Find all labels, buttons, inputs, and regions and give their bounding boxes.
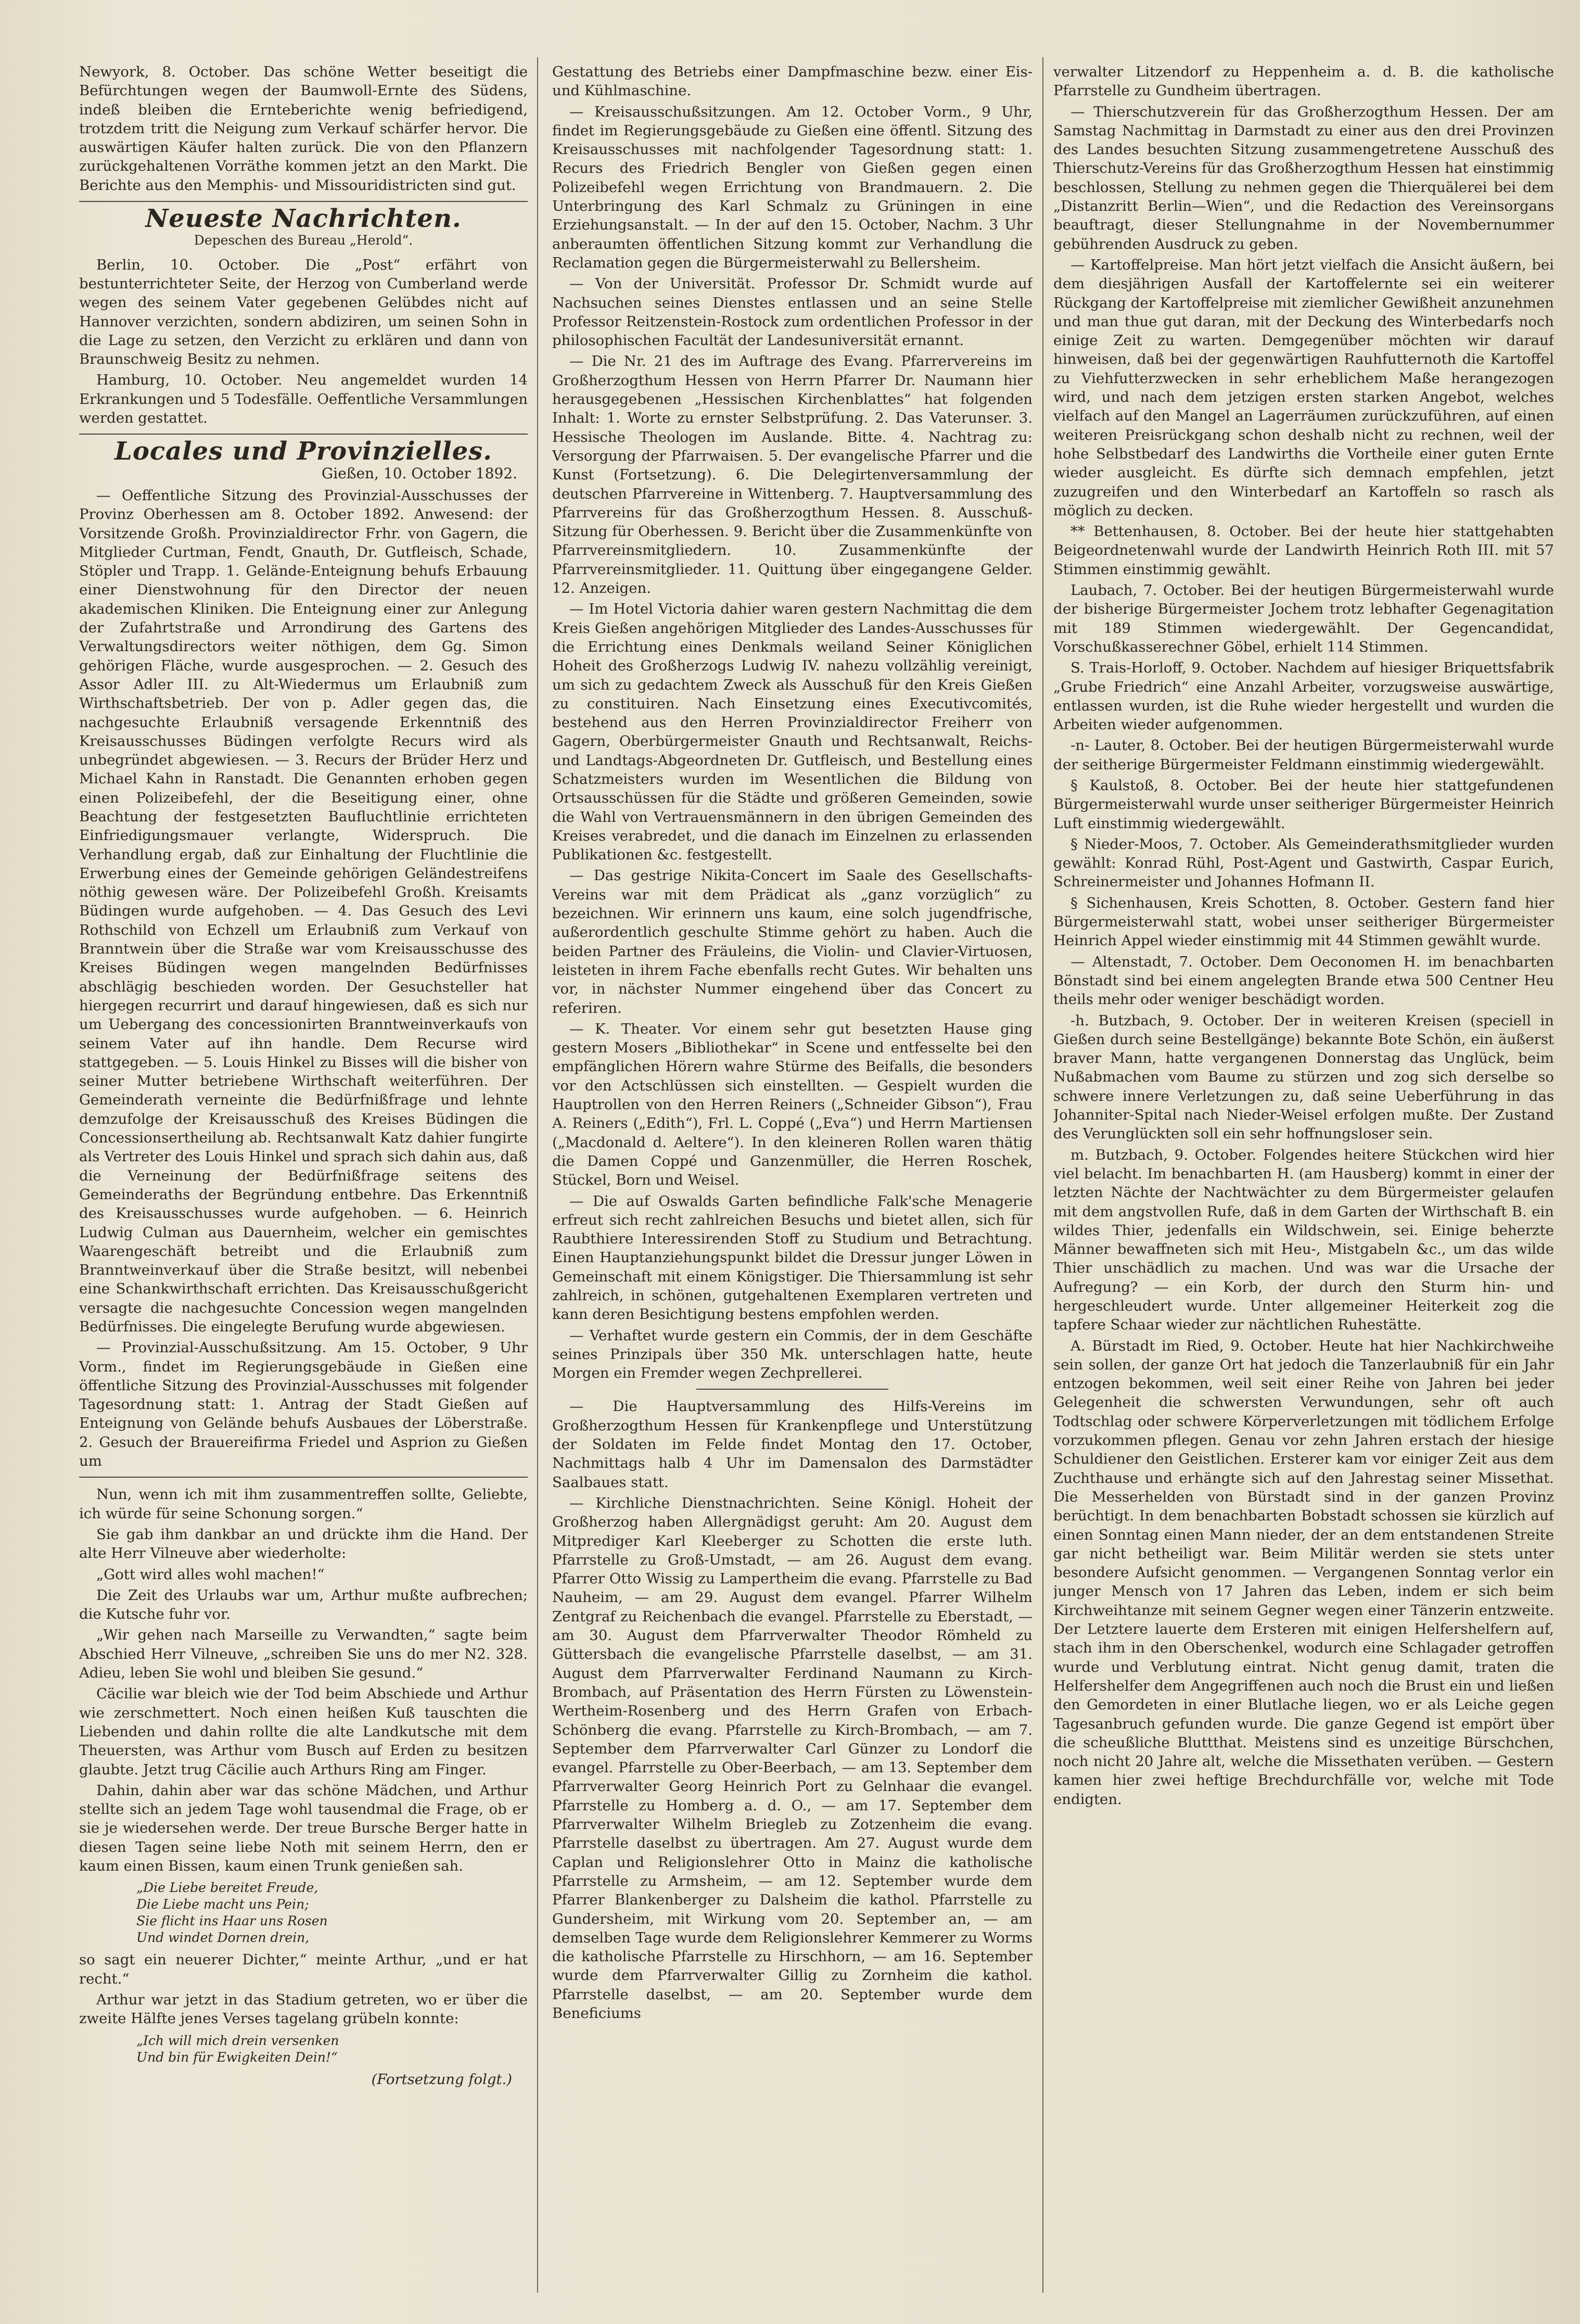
column-middle [552, 62, 1033, 2288]
article-lauter: -n- Lauter, 8. October. Bei der heutigen Bürgermeisterwahl wurde der seitherige Bürgermeister Feldmann einstimmig wiedergewählt. [1053, 737, 1554, 773]
feuilleton-divider [79, 1477, 528, 1478]
article-laubach: Laubach, 7. October. Bei der heutigen Bürgermeisterwahl wurde der bisherige Bürgermeister Jochem trotz lebhafter Gegenagitation mit 189 Stimmen wiedergewählt. Der Gegencandidat, Vorschußkasserechner Göbel, erhielt 114 Stimmen. [1053, 582, 1554, 655]
section-heading-locales: Locales und Provinzielles. [114, 437, 492, 466]
feuilleton-paragraph: „Wir gehen nach Marseille zu Verwandten,“ sagte beim Abschied Herr Vilneuve, „schreiben Sie uns do mer N2. 328. Adieu, leben Sie wohl und bleiben Sie gesund.“ [79, 1627, 528, 1682]
poem-verse: „Die Liebe bereitet Freude, Die Liebe macht uns Pein; Sie flicht ins Haar uns Rosen Und windet Dornen drein, [136, 1880, 328, 1946]
poem-verse: „Ich will mich drein versenken Und bin für Ewigkeiten Dein!“ [136, 2033, 339, 2065]
section-subheading: Depeschen des Bureau „Herold“. [194, 233, 413, 248]
article-nieder-moos: § Nieder-Moos, 7. October. Als Gemeinderathsmitglieder wurden gewählt: Konrad Rühl, Post-Agent und Gastwirth, Caspar Eurich, Schreinermeister und Johannes Hofmann II. [1053, 835, 1554, 891]
column-left [79, 62, 528, 2288]
article-butzbach: m. Butzbach, 9. October. Folgendes heitere Stückchen wird hier viel belacht. Im benachbarten H. (am Hausberg) kommt in einer der letzten Nächte der Nachtwächter zu dem Bürgermeister gelaufen mit dem angstvollen Rufe, daß in dem Garten der Wirthschaft B. ein wildes Thier, jedenfalls ein Wildschwein, sei. Einige beherzte Männer bewaffneten sich mit Heu-, Mistgabeln &c., um das wilde Thier unschädlich zu machen. Und was war die Ursache der Aufregung? — ein Korb, der durch den Sturm hin- und hergeschleudert wurde. Unter allgemeiner Heiterkeit zog die tapfere Schaar wieder zur nächtlichen Ruhestätte. [1053, 1146, 1554, 1334]
article-menagerie: — Die auf Oswalds Garten befindliche Falk'sche Menagerie erfreut sich recht zahlreichen Besuchs und bietet allen, sich für Raubthiere Interessirenden Stoff zu Studium und Betrachtung. Einen Hauptanziehungspunkt bildet die Dressur junger Löwen in Gemeinschaft mit einem Königstiger. Die Thiersammlung ist sehr zahlreich, in schönen, gutgehaltenen Exemplaren vertreten und kann deren Besichtigung bestens empfohlen werden. [552, 1192, 1033, 1323]
feuilleton-paragraph: Die Zeit des Urlaubs war um, Arthur mußte aufbrechen; die Kutsche fuhr vor. [79, 1586, 528, 1623]
article-sichenhausen: § Sichenhausen, Kreis Schotten, 8. October. Gestern fand hier Bürgermeisterwahl statt, wobei unser seitheriger Bürgermeister Heinrich Appel wieder einstimmig mit 44 Stimmen gewählt wurde. [1053, 894, 1554, 949]
article-kirchenblatt: — Die Nr. 21 des im Auftrage des Evang. Pfarrervereins im Großherzogthum Hessen von Herrn Pfarrer Dr. Naumann hier herausgegebenen „Hessischen Kirchenblattes“ hat folgenden Inhalt: 1. Worte zu ernster Selbstprüfung. 2. Das Vaterunser. 3. Hessische Theologen im Auslande. Bitte. 4. Nachtrag zu: Versorgung der Pfarrwaisen. 5. Der evangelische Pfarrer und die Kunst (Fortsetzung). 6. Die Delegirtenversammlung der deutschen Pfarrvereine in Wittenberg. 7. Hauptversammlung des Pfarrvereins für das Großherzogthum Hessen. 8. Ausschuß-Sitzung für Oberhessen. 9. Bericht über die Zusammenkünfte von Pfarrvereinsmitgliedern. 10. Zusammenkünfte der Pfarrvereinsmitglieder. 11. Quittung über eingegangene Gelder. 12. Anzeigen. [552, 353, 1033, 597]
section-heading-neueste-nachrichten: Neueste Nachrichten. [145, 204, 462, 234]
continuation-note: (Fortsetzung folgt.) [371, 2071, 512, 2088]
column-right [1053, 62, 1554, 2288]
article-newyork: Newyork, 8. October. Das schöne Wetter beseitigt die Befürchtungen wegen der Baumwoll-Ernte des Südens, indeß bleiben die Ernteberichte wenig befriedigend, trotzdem tritt die Neigung zum Verkauf schärfer hervor. Die auswärtigen Käufer halten zurück. Die von den Pflanzern zurückgehaltenen Vorräthe kommen jetzt an den Markt. Die Berichte aus den Memphis- und Missouridistricten sind gut. [79, 64, 528, 194]
article-kirchliche-dienstnachrichten: — Kirchliche Dienstnachrichten. Seine Königl. Hoheit der Großherzog haben Allergnädigst geruht: Am 20. August dem Mitprediger Karl Kleeberger zu Schotten die erste luth. Pfarrstelle zu Groß-Umstadt, — am 26. August dem evang. Pfarrer Otto Wissig zu Lampertheim die evang. Pfarrstelle zu Bad Nauheim, — am 29. August dem evangel. Pfarrer Wilhelm Zentgraf zu Reichenbach die evangel. Pfarrstelle zu Eberstadt, — am 30. August dem Pfarrverwalter Theodor Römheld zu Güttersbach die evangelische Pfarrstelle daselbst, — am 31. August dem Pfarrverwalter Ferdinand Naumann zu Kirch-Brombach, auf Präsentation des Herrn Fürsten zu Löwenstein-Wertheim-Rosenberg und des Herrn Grafen von Erbach-Schönberg die evang. Pfarrstelle zu Kirch-Brombach, — am 7. September dem Pfarrverwalter Carl Günzer zu Londorf die evangel. Pfarrstelle zu Ober-Beerbach, — am 13. September dem Pfarrverwalter Georg Heinrich Port zu Gelnhaar die evangel. Pfarrstelle zu Homberg a. d. O., — am 17. September dem Pfarrverwalter Wilhelm Briegleb zu Zotzenheim die evang. Pfarrstelle daselbst zu übertragen. Am 27. August wurde dem Caplan und Religionslehrer Otto in Mainz die katholische Pfarrstelle zu Armsheim, — am 12. September wurde dem Pfarrer Blankenberger zu Dalsheim die kathol. Pfarrstelle zu Gundersheim, mit Wirkung vom 20. September an, — am demselben Tage wurde dem Religionslehrer Kemmerer zu Worms die katholische Pfarrstelle zu Hirschhorn, — am 16. September wurde dem Pfarrverwalter Gillig zu Zornheim die kathol. Pfarrstelle daselbst, — am 20. September wurde dem Beneficiums [552, 1494, 1033, 2022]
feuilleton-paragraph: Nun, wenn ich mit ihm zusammentreffen sollte, Geliebte, ich würde für seine Schonung sorgen.“ [79, 1486, 528, 1522]
divider [79, 434, 528, 435]
feuilleton-paragraph: Dahin, dahin aber war das schöne Mädchen, und Arthur stellte sich an jedem Tage wohl tausendmal die Frage, ob er sie je wiedersehen werde. Der treue Bursche Berger hatte in diesen Tagen seine liebe Noth mit seinem Herrn, den er kaum einen Bissen, kaum einen Trunk genießen sah. [79, 1782, 528, 1875]
article-continuation: verwalter Litzendorf zu Heppenheim a. d. B. die katholische Pfarrstelle zu Gundheim übertragen. [1053, 64, 1554, 99]
article-buerstadt: A. Bürstadt im Ried, 9. October. Heute hat hier Nachkirchweihe sein sollen, der ganze Ort hat jedoch die Tanzerlaubniß für ein Jahr entzogen bekommen, weil seit einer Reihe von Jahren bei jeder Gelegenheit die schwersten Verwundungen, sehr oft auch Todtschlag oder schwere Körperverletzungen mit tödlichem Erfolge vorzukommen pflegen. Genau vor zehn Jahren erstach der hiesige Schuldiener den Geistlichen. Ersterer kam vor einiger Zeit aus dem Zuchthause und erhängte sich auf den Jahrestag seiner Missethat. Die Messerhelden von Bürstadt sind in der ganzen Provinz berüchtigt. In dem benachbarten Bobstadt schossen sie kürzlich auf einen Sonntag einen Mann nieder, der an dem entstandenen Streite gar nicht betheiligt war. Beim Militär werden sie stets unter besondere Aufsicht genommen. — Vergangenen Sonntag verlor ein junger Mensch von 17 Jahren das Leben, indem er sich beim Kirchweihtanze mit seinem Gegner wegen einer Tänzerin entzweite. Der Letztere lauerte dem Ersteren mit einigen Helfershelfern auf, stach ihm in den Oberschenkel, wodurch eine Schlagader getroffen wurde und Verblutung eintrat. Nicht genug damit, traten die Helfershelfer dem Angegriffenen auch noch die Brust ein und ließen den Gemordeten in einer Blutlache liegen, wo er als Leiche gegen Tagesanbruch gefunden wurde. Die ganze Gegend ist empört über die scheußliche Bluttthat. Meistens sind es unzeitige Bürschchen, noch nicht 20 Jahre alt, welche die Missethaten verüben. — Gestern kamen hier zwei heftige Brechdurchfälle vor, welche mit Tode endigten. [1053, 1337, 1554, 1808]
column-divider [1042, 57, 1043, 2293]
article-verhaftet: — Verhaftet wurde gestern ein Commis, der in dem Geschäfte seines Prinzipals über 350 Mk. unterschlagen hatte, heute Morgen ein Fremder wegen Zechprellerei. [552, 1327, 1033, 1382]
column-divider [537, 57, 538, 2293]
article-butzbach: -h. Butzbach, 9. October. Der in weiteren Kreisen (speciell in Gießen durch seine Bestellgänge) bekannte Bote Schön, ein äußerst braver Mann, hatte vergangenen Donnerstag das Unglück, beim Nußabmachen vom Baume zu stürzen und zog sich derselbe so schwere innere Verletzungen zu, daß seine Ueberführung in das Johanniter-Spital nach Nieder-Weisel erfolgen mußte. Der Zustand des Verunglückten soll ein sehr hoffnungsloser sein. [1053, 1012, 1554, 1142]
article-continuation: Gestattung des Betriebs einer Dampfmaschine bezw. einer Eis- und Kühlmaschine. [552, 64, 1033, 99]
article-nikita-concert: — Das gestrige Nikita-Concert im Saale des Gesellschafts-Vereins war mit dem Prädicat als „ganz vorzüglich“ zu bezeichnen. Wir erinnern uns kaum, eine solch jugendfrische, außerordentlich geschulte Stimme gehört zu haben. Auch die beiden Partner des Fräuleins, die Violin- und Clavier-Virtuosen, leisteten in ihrem Fache ebenfalls recht Gutes. Wir behalten uns vor, in nächster Nummer eingehend über das Concert zu referiren. [552, 867, 1033, 1017]
article-universitaet: — Von der Universität. Professor Dr. Schmidt wurde auf Nachsuchen seines Dienstes entlassen und an seine Stelle Professor Reitzenstein-Rostock zum ordentlichen Professor in der philosophischen Facultät der Landesuniversität ernannt. [552, 275, 1033, 349]
article-hilfsverein: — Die Hauptversammlung des Hilfs-Vereins im Großherzogthum Hessen für Krankenpflege und Unterstützung der Soldaten im Felde findet Montag den 17. October, Nachmittags halb 4 Uhr im Damensalon des Darmstädter Saalbaues statt. [552, 1398, 1033, 1491]
article-hamburg: Hamburg, 10. October. Neu angemeldet wurden 14 Erkrankungen und 5 Todesfälle. Oeffentliche Versammlungen werden gestattet. [79, 372, 528, 427]
divider [696, 1389, 888, 1390]
article-kartoffelpreise: — Kartoffelpreise. Man hört jetzt vielfach die Ansicht äußern, bei dem diesjährigen Ausfall der Kartoffelernte sei ein weiterer Rückgang der Kartoffelpreise mit ziemlicher Gewißheit anzunehmen und man thue gut daran, mit der Deckung des Winterbedarfs noch einige Zeit zu warten. Demgegenüber möchten wir darauf hinweisen, daß bei der gegenwärtigen Rauhfutternoth die Kartoffel zu Viehfutterzwecken in sehr erheblichem Maße herangezogen wird, und nach dem jetzigen ersten starken Angebot, welches vielfach auf den Mangel an Lagerräumen zurückzuführen, auf einen weiteren Preisrückgang schon deshalb nicht zu rechnen, weil der hohe Selbstbedarf des Landwirths die Vortheile einer guten Ernte wieder ausgleicht. Es dürfte sich demnach empfehlen, jetzt zuzugreifen und den Winterbedarf an Kartoffeln so rasch als möglich zu decken. [1053, 256, 1554, 519]
article-altenstadt: — Altenstadt, 7. October. Dem Oeconomen H. im benachbarten Bönstadt sind bei einem angelegten Brande etwa 500 Centner Heu theils mehr oder weniger beschädigt worden. [1053, 953, 1554, 1008]
article-provinzial-sitzung: — Oeffentliche Sitzung des Provinzial-Ausschusses der Provinz Oberhessen am 8. October 1892. Anwesend: der Vorsitzende Großh. Provinzialdirector Frhr. von Gagern, die Mitglieder Curtman, Fendt, Gnauth, Dr. Gutfleisch, Schade, Stöpler und Trapp. 1. Gelände-Enteignung behufs Erbauung einer Dienstwohnung für den Director der neuen akademischen Kliniken. Die Enteignung einer zur Anlegung der Zufahrtstraße und Arrondirung des Gartens des Verwaltungsdirectors weiter nöthigen, dem Gg. Simon gehörigen Fläche, wurde ausgesprochen. — 2. Gesuch des Assor Adler III. zu Alt-Wiedermus um Erlaubniß zum Wirthschaftsbetrieb. Der von p. Adler gegen das, die nachgesuchte Erlaubniß versagende Erkenntniß des Kreisausschusses Büdingen verfolgte Recurs wird als unbegründet abgewiesen. — 3. Recurs der Brüder Herz und Michael Kahn in Ranstadt. Die Genannten erhoben gegen einen Polizeibefehl, der die Beseitigung einer, ohne Beachtung der festgesetzten Baufluchtlinie errichteten Einfriedigungsmauer verlangte, Widerspruch. Die Verhandlung ergab, daß zur Einhaltung der Fluchtlinie die Erwerbung eines der Gemeinde gehörigen Geländestreifens nöthig gewesen wäre. Der Polizeibefehl Großh. Kreisamts Büdingen wurde aufgehoben. — 4. Das Gesuch des Levi Rothschild von Echzell um Erlaubniß zum Verkauf von Branntwein über die Straße war vom Kreisausschusse des Kreises Büdingen wegen mangelnden Bedürfnisses abschlägig beschieden worden. Der Gesuchsteller hat hiergegen recurrirt und darauf hingewiesen, daß es sich nur um Uebergang des concessionirten Branntweinverkaufs von seinem Vater auf ihn handle. Dem Recurse wird stattgegeben. — 5. Louis Hinkel zu Bisses will die bisher von seiner Mutter betriebene Wirthschaft weiterführen. Der Gemeinderath verneinte die Bedürfnißfrage und lehnte demzufolge der Kreisausschuß des Kreises Büdingen die Concessionsertheilung ab. Rechtsanwalt Katz dahier fungirte als Vertreter des Louis Hinkel und sprach sich dahin aus, daß die Verneinung der Bedürfnißfrage seitens des Gemeinderaths der Begründung entbehre. Das Erkenntniß des Kreisausschusses wurde aufgehoben. — 6. Heinrich Ludwig Culman aus Dauernheim, welcher ein gemischtes Waarengeschäft betreibt und die Erlaubniß zum Branntweinverkauf über die Straße besitzt, will nebenbei eine Schankwirthschaft errichten. Das Kreisausschußgericht versagte die nachgesuchte Concession wegen mangelnden Bedürfnisses. Die eingelegte Berufung wurde abgewiesen. [79, 487, 528, 1335]
divider [79, 201, 528, 202]
article-thierschutzverein: — Thierschutzverein für das Großherzogthum Hessen. Der am Samstag Nachmittag in Darmstadt zu einer aus den drei Provinzen des Landes besuchten Sitzung zusammengetretene Ausschuß des Thierschutz-Vereins für das Großherzogthum Hessen hat einstimmig beschlossen, Stellung zu nehmen gegen die Thierquälerei bei dem „Distanzritt Berlin—Wien“, und die Redaction des Vereinsorgans beauftragt, dieser Stellungnahme in der Novembernummer gebührenden Ausdruck zu geben. [1053, 103, 1554, 252]
article-berlin: Berlin, 10. October. Die „Post“ erfährt von bestunterrichteter Seite, der Herzog von Cumberland werde wegen des seinem Vater gegebenen Gelübdes nicht auf Hannover verzichten, sondern abdiziren, um seinen Sohn in die Lage zu setzen, den Verzicht zu erklären und dann von Braunschweig Besitz zu nehmen. [79, 256, 528, 368]
article-kaulstoss: § Kaulstoß, 8. October. Bei der heute hier stattgefundenen Bürgermeisterwahl wurde unser seitheriger Bürgermeister Heinrich Luft einstimmig wiedergewählt. [1053, 777, 1554, 832]
feuilleton-paragraph: Cäcilie war bleich wie der Tod beim Abschiede und Arthur wie zerschmettert. Noch einen heißen Kuß tauschten die Liebenden und dahin rollte die alte Landkutsche mit dem Theuersten, was Arthur vom Busch auf Erden zu besitzen glaubte. Jetzt trug Cäcilie auch Arthurs Ring am Finger. [79, 1685, 528, 1778]
article-hotel-victoria: — Im Hotel Victoria dahier waren gestern Nachmittag die dem Kreis Gießen angehörigen Mitglieder des Landes-Ausschusses für die Errichtung eines Denkmals weiland Seiner Königlichen Hoheit des Großherzogs Ludwig IV. nahezu vollzählig vereinigt, um sich zu gedachtem Zweck als Ausschuß für den Kreis Gießen zu constituiren. Nach Einsetzung eines Executivcomités, bestehend aus den Herren Provinzialdirector Freiherr von Gagern, Oberbürgermeister Gnauth und Rechtsanwalt, Reichs- und Landtags-Abgeordneten Dr. Gutfleisch, und Bestellung eines Schatzmeisters wurden im Wesentlichen die Bildung von Ortsausschüssen für die Städte und größeren Gemeinden, sowie die Wahl von Vertrauensmännern in den übrigen Gemeinden des Kreises verabredet, und die danach im Einzelnen zu erlassenden Publikationen &c. festgestellt. [552, 601, 1033, 863]
feuilleton-paragraph: Sie gab ihm dankbar an und drückte ihm die Hand. Der alte Herr Vilneuve aber wiederholte: [79, 1526, 528, 1562]
article-provinzial-ausschuss: — Provinzial-Ausschußsitzung. Am 15. October, 9 Uhr Vorm., findet im Regierungsgebäude in Gießen eine öffentliche Sitzung des Provinzial-Ausschusses mit folgender Tagesordnung statt: 1. Antrag der Stadt Gießen auf Enteignung von Gelände behufs Ausbaues der Löberstraße. 2. Gesuch der Brauereifirma Friedel und Asprion zu Gießen um [79, 1339, 528, 1470]
article-bettenhausen: ** Bettenhausen, 8. October. Bei der heute hier stattgehabten Beigeordnetenwahl wurde der Landwirth Heinrich Roth III. mit 57 Stimmen einstimmig gewählt. [1053, 523, 1554, 578]
dateline: Gießen, 10. October 1892. [321, 464, 517, 482]
feuilleton-paragraph: so sagt ein neuerer Dichter,“ meinte Arthur, „und er hat recht.“ [79, 1951, 528, 1987]
article-trais-horloff: S. Trais-Horloff, 9. October. Nachdem auf hiesiger Briquettsfabrik „Grube Friedrich“ eine Anzahl Arbeiter, vorzugsweise auswärtige, entlassen wurden, ist die Ruhe wieder hergestellt und wurden die Arbeiten wieder aufgenommen. [1053, 659, 1554, 733]
article-theater: — K. Theater. Vor einem sehr gut besetzten Hause ging gestern Mosers „Bibliothekar“ in Scene und entfesselte bei den empfänglichen Hörern wahre Stürme des Beifalls, die besonders vor den Actschlüssen sich einstellten. — Gespielt wurden die Hauptrollen von den Herren Reiners („Schneider Gibson“), Frau A. Reiners („Edith“), Frl. L. Coppé („Eva“) und Herrn Martiensen („Macdonald d. Aeltere“). In den kleineren Rollen waren thätig die Damen Coppé und Ganzenmüller, die Herren Roschek, Stückel, Born und Weisel. [552, 1020, 1033, 1189]
article-kreisausschuss: — Kreisausschußsitzungen. Am 12. October Vorm., 9 Uhr, findet im Regierungsgebäude zu Gießen eine öffentl. Sitzung des Kreisausschusses mit nachfolgender Tagesordnung statt: 1. Recurs des Friedrich Bengler von Gießen gegen einen Polizeibefehl wegen Errichtung von Brandmauern. 2. Die Unterbringung des Karl Schmalz zu Grüningen in eine Erziehungsanstalt. — In der auf den 15. October, Nachm. 3 Uhr anberaumten öffentlichen Sitzung kommt zur Verhandlung die Reclamation gegen die Bürgermeisterwahl zu Bellersheim. [552, 103, 1033, 271]
feuilleton-paragraph: „Gott wird alles wohl machen!“ [96, 1566, 325, 1583]
feuilleton-paragraph: Arthur war jetzt in das Stadium getreten, wo er über die zweite Hälfte jenes Verses tagelang grübeln konnte: [79, 1991, 528, 2027]
